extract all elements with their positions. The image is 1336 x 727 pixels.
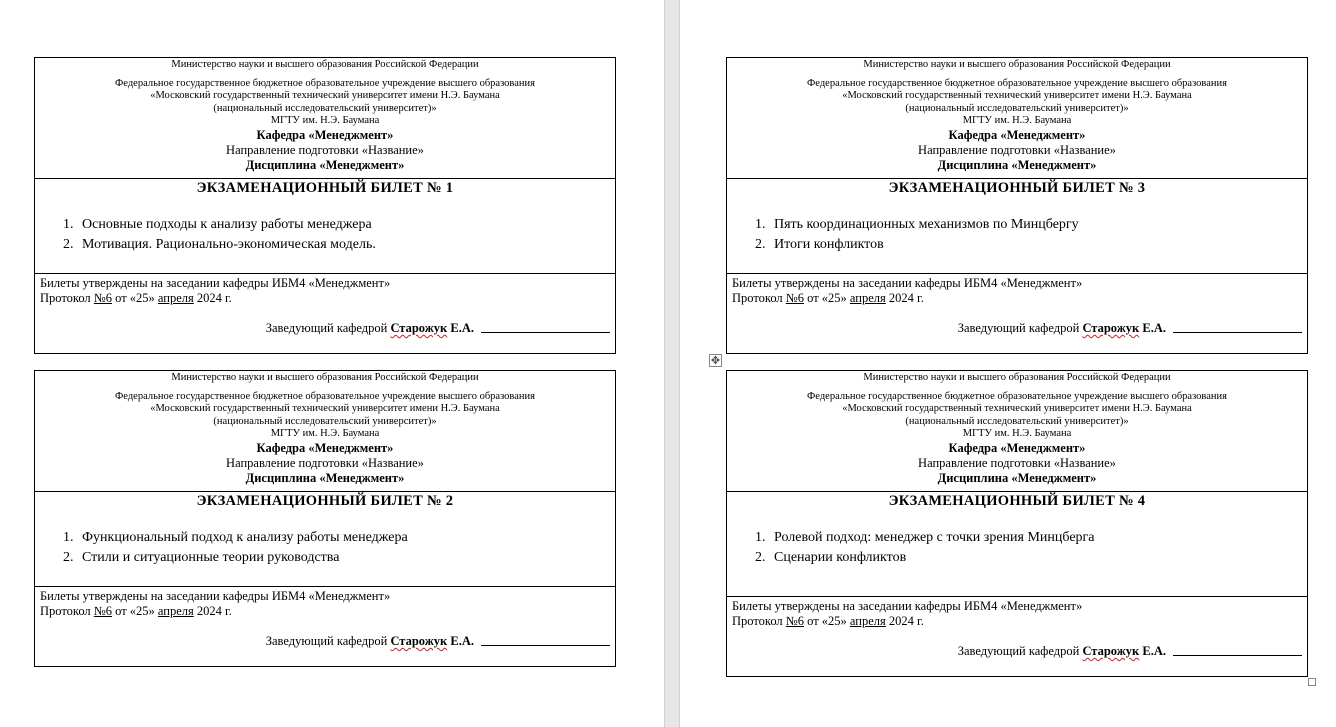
ministry-line: Министерство науки и высшего образования Российской Федерации [863,59,1171,70]
question-item [63,548,615,568]
institution-status-line: (национальный исследовательский университет)» [213,102,437,114]
question-item [63,528,615,548]
protocol-line [40,604,615,619]
ticket-title: ЭКЗАМЕНАЦИОННЫЙ БИЛЕТ № 2 [196,493,454,509]
head-label: Заведующий кафедрой [265,321,391,335]
institution-status-line: (национальный исследовательский университет)» [905,415,1129,427]
head-initials: Е.А. [447,321,474,335]
head-initials: Е.А. [1139,644,1166,658]
table-resize-handle-icon[interactable] [1308,678,1316,686]
protocol-year: 2024 г. [193,291,232,305]
protocol-month: апреля [157,604,194,618]
signature-blank[interactable] [1173,655,1302,656]
exam-ticket-2 [34,370,616,667]
question-number: 1. [63,530,74,545]
head-signature-line [958,644,1302,659]
table-move-handle-icon[interactable]: ✥ [710,354,721,367]
ticket-header [727,58,1307,179]
head-surname: Старожук [390,321,448,335]
question-list [727,528,1307,568]
ticket-footer [35,587,615,648]
question-number: 1. [755,217,766,232]
question-number: 1. [755,530,766,545]
question-list [35,528,615,568]
head-signature-line [958,321,1302,336]
protocol-line [732,291,1307,306]
question-text: Итоги конфликтов [774,237,884,252]
protocol-number: №6 [785,291,804,305]
ticket-body[interactable] [727,179,1307,274]
protocol-line [732,614,1307,629]
exam-ticket-1 [34,57,616,354]
head-initials: Е.А. [447,634,474,648]
question-list [35,215,615,255]
ticket-title: ЭКЗАМЕНАЦИОННЫЙ БИЛЕТ № 4 [888,493,1146,509]
page-separator [664,0,680,727]
institution-status-line: (национальный исследовательский университет)» [213,415,437,427]
institution-name-line: «Московский государственный технический университет имени Н.Э. Баумана [842,90,1192,101]
protocol-date: от «25» [111,291,158,305]
head-initials: Е.А. [1139,321,1166,335]
head-surname: Старожук [390,634,448,648]
protocol-number: №6 [93,291,112,305]
direction-line: Направление подготовки «Название» [226,455,424,470]
protocol-date: от «25» [803,291,850,305]
question-list [727,215,1307,255]
question-text: Пять координационных механизмов по Минцбергу [774,217,1079,232]
department-line: Кафедра «Менеджмент» [256,127,394,142]
head-surname: Старожук [1082,321,1140,335]
approval-line: Билеты утверждены на заседании кафедры ИБМ4 «Менеджмент» [40,276,391,290]
signature-blank[interactable] [481,645,610,646]
head-signature-line [266,321,610,336]
question-text: Основные подходы к анализу работы менеджера [82,217,372,232]
protocol-month: апреля [849,291,886,305]
ticket-body[interactable] [35,179,615,274]
protocol-date: от «25» [803,614,850,628]
ticket-title: ЭКЗАМЕНАЦИОННЫЙ БИЛЕТ № 1 [196,180,454,196]
question-text: Стили и ситуационные теории руководства [82,550,340,565]
head-signature-line [266,634,610,649]
ministry-line: Министерство науки и высшего образования Российской Федерации [171,372,479,383]
protocol-month: апреля [849,614,886,628]
question-number: 2. [63,237,74,252]
ticket-header [35,58,615,179]
discipline-line: Дисциплина «Менеджмент» [937,157,1097,172]
institution-line: Федеральное государственное бюджетное образовательное учреждение высшего образования [115,77,535,89]
protocol-prefix: Протокол [732,291,786,305]
ticket-body[interactable] [35,492,615,587]
protocol-number: №6 [785,614,804,628]
protocol-line [40,291,615,306]
short-name-line: МГТУ им. Н.Э. Баумана [962,115,1072,126]
short-name-line: МГТУ им. Н.Э. Баумана [962,428,1072,439]
institution-line: Федеральное государственное бюджетное образовательное учреждение высшего образования [807,390,1227,402]
ministry-line: Министерство науки и высшего образования Российской Федерации [863,372,1171,383]
question-number: 2. [755,550,766,565]
ticket-title: ЭКЗАМЕНАЦИОННЫЙ БИЛЕТ № 3 [888,180,1146,196]
head-surname: Старожук [1082,644,1140,658]
question-item [755,215,1307,235]
exam-ticket-4 [726,370,1308,677]
question-item [755,235,1307,255]
signature-blank[interactable] [1173,332,1302,333]
institution-line: Федеральное государственное бюджетное образовательное учреждение высшего образования [115,390,535,402]
department-line: Кафедра «Менеджмент» [256,440,394,455]
protocol-year: 2024 г. [885,291,924,305]
question-item [63,235,615,255]
direction-line: Направление подготовки «Название» [226,142,424,157]
protocol-month: апреля [157,291,194,305]
department-line: Кафедра «Менеджмент» [948,440,1086,455]
discipline-line: Дисциплина «Менеджмент» [937,470,1097,485]
protocol-year: 2024 г. [193,604,232,618]
approval-line: Билеты утверждены на заседании кафедры ИБМ4 «Менеджмент» [732,599,1083,613]
protocol-year: 2024 г. [885,614,924,628]
short-name-line: МГТУ им. Н.Э. Баумана [270,428,380,439]
institution-name-line: «Московский государственный технический университет имени Н.Э. Баумана [150,90,500,101]
ministry-line: Министерство науки и высшего образования Российской Федерации [171,59,479,70]
ticket-footer [727,597,1307,658]
ticket-header [35,371,615,492]
exam-ticket-3 [726,57,1308,354]
protocol-prefix: Протокол [732,614,786,628]
institution-name-line: «Московский государственный технический университет имени Н.Э. Баумана [842,403,1192,414]
head-label: Заведующий кафедрой [265,634,391,648]
ticket-body[interactable] [727,492,1307,597]
direction-line: Направление подготовки «Название» [918,455,1116,470]
ticket-footer [35,274,615,335]
question-number: 2. [63,550,74,565]
question-text: Функциональный подход к анализу работы менеджера [82,530,408,545]
protocol-number: №6 [93,604,112,618]
head-label: Заведующий кафедрой [957,644,1083,658]
short-name-line: МГТУ им. Н.Э. Баумана [270,115,380,126]
question-text: Ролевой подход: менеджер с точки зрения Минцберга [774,530,1095,545]
direction-line: Направление подготовки «Название» [918,142,1116,157]
ticket-footer [727,274,1307,335]
approval-line: Билеты утверждены на заседании кафедры ИБМ4 «Менеджмент» [40,589,391,603]
institution-name-line: «Московский государственный технический университет имени Н.Э. Баумана [150,403,500,414]
approval-line: Билеты утверждены на заседании кафедры ИБМ4 «Менеджмент» [732,276,1083,290]
question-text: Мотивация. Рационально-экономическая модель. [82,237,376,252]
department-line: Кафедра «Менеджмент» [948,127,1086,142]
question-text: Сценарии конфликтов [774,550,907,565]
question-number: 1. [63,217,74,232]
question-item [755,548,1307,568]
question-item [63,215,615,235]
ticket-header [727,371,1307,492]
head-label: Заведующий кафедрой [957,321,1083,335]
discipline-line: Дисциплина «Менеджмент» [245,470,405,485]
institution-status-line: (национальный исследовательский университет)» [905,102,1129,114]
question-item [755,528,1307,548]
institution-line: Федеральное государственное бюджетное образовательное учреждение высшего образования [807,77,1227,89]
discipline-line: Дисциплина «Менеджмент» [245,157,405,172]
protocol-date: от «25» [111,604,158,618]
protocol-prefix: Протокол [40,291,94,305]
signature-blank[interactable] [481,332,610,333]
protocol-prefix: Протокол [40,604,94,618]
question-number: 2. [755,237,766,252]
